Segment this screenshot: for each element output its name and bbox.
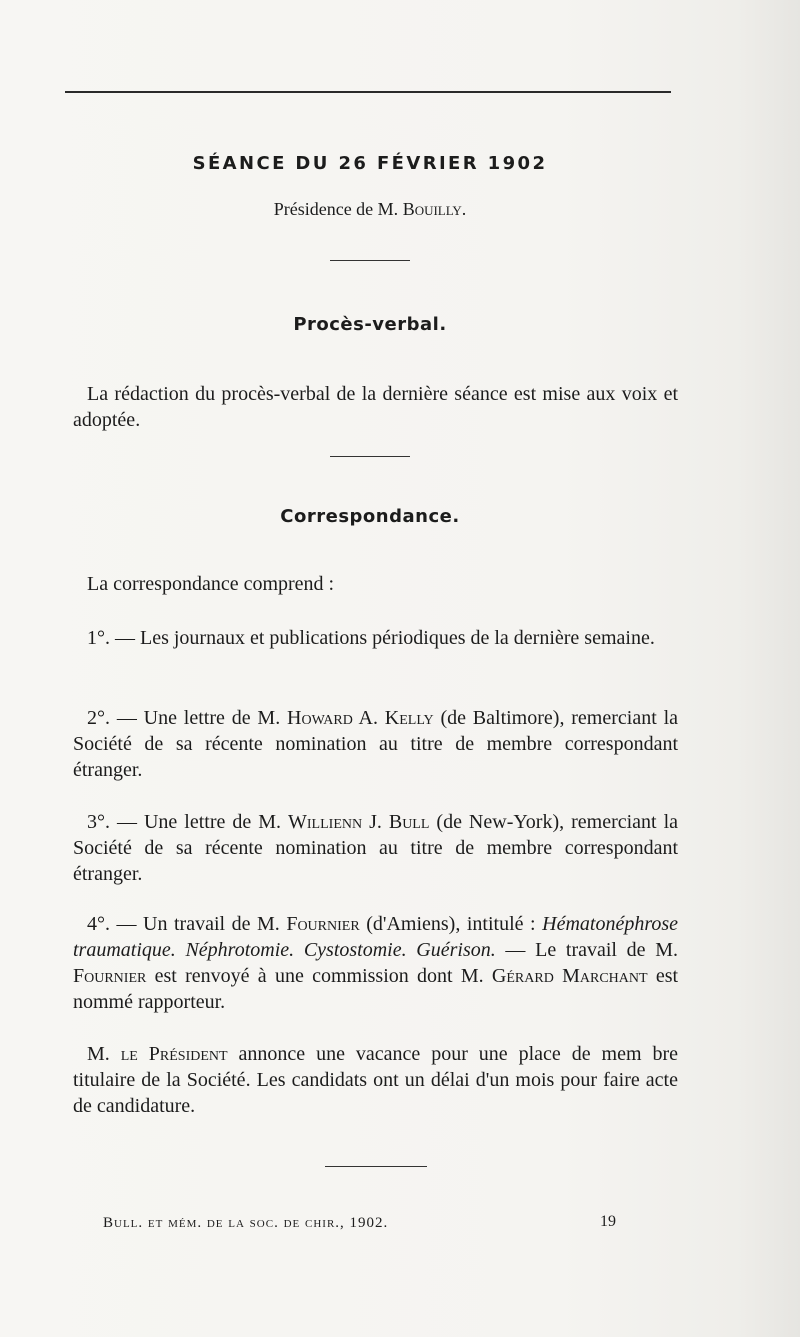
correspondance-item-3: 3°. — Une lettre de M. Willienn J. Bull (de New-York), remerciant la Société de sa récente nomination au titre de membre correspondant étranger. [73,811,679,885]
announcement-paragraph: M. le Président annonce une vacance pour une place de mem bre titulaire de la Société. Les candidats ont un délai d'un mois pour faire acte de candidature. [73,1043,678,1117]
president-name: Bouilly. [402,199,467,219]
correspondance-item-4: 4°. — Un travail de M. Fournier (d'Amiens), intitulé : Hématonéphrose traumatique. Néphrotomie. Cystostomie. Guérison. — Le travail de M. Fournier est renvoyé à une commission dont M. Gérard Marchant est nommé rapporteur. [73,913,679,1013]
session-title: SÉANCE DU 26 FÉVRIER 1902 [192,153,548,174]
separator-rule-2 [330,456,410,457]
correspondance-item-1: 1°. — Les journaux et publications périodiques de la dernière semaine. [87,627,655,649]
person-name: Howard A. Kelly [287,707,434,729]
top-rule [65,91,671,93]
correspondance-item-2: 2°. — Une lettre de M. Howard A. Kelly (de Baltimore), remerciant la Société de sa récente nomination au titre de membre correspondant étranger. [73,707,679,781]
separator-rule-1 [330,260,410,261]
person-name: Willienn J. Bull [288,811,430,833]
person-name: le Président [120,1043,228,1065]
proces-verbal-text: La rédaction du procès-verbal de la dernière séance est mise aux voix et adoptée. [73,383,678,431]
person-name: Fournier [73,965,147,987]
separator-rule-3 [325,1166,427,1167]
person-name: Gérard Marchant [491,965,648,987]
correspondance-intro: La correspondance comprend : [87,573,335,595]
page-number: 19 [600,1213,616,1230]
presidence-line [0,199,740,220]
person-name: Fournier [286,913,360,935]
presidence-prefix: Présidence de M. [273,199,399,219]
proces-verbal-heading: Procès-verbal. [293,314,447,335]
journal-footer: Bull. et mém. de la soc. de chir., 1902. [103,1215,389,1231]
correspondance-heading: Correspondance. [280,506,460,527]
work-title: Hématonéphrose traumatique. Néphrotomie. Cystostomie. Guérison. [73,913,679,961]
